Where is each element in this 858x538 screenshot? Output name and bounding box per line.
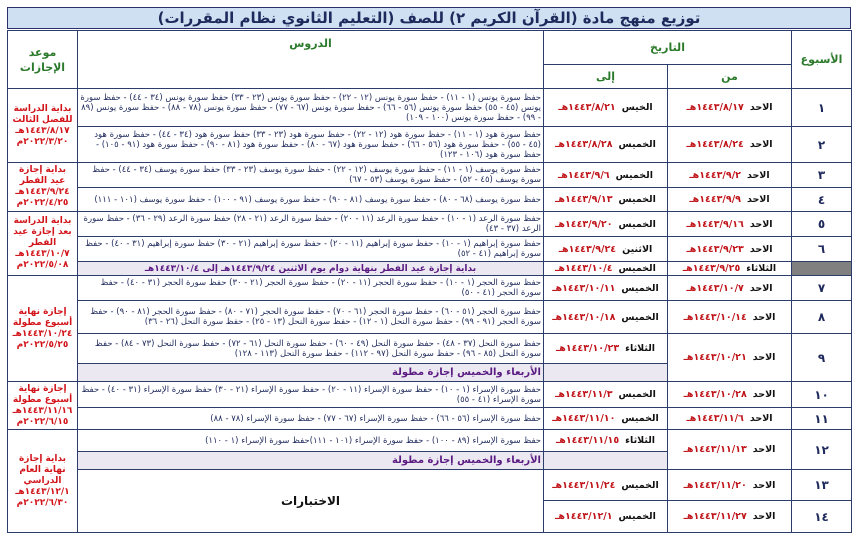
holiday-note: بداية الدراسة للفصل الثالث ١٤٤٣/٨/١٧هـ ٢٠٢٢/٣/٢٠م	[8, 89, 78, 163]
date-value: ١٤٤٣/١١/٣هـ	[555, 389, 613, 400]
to-date	[544, 163, 668, 188]
week-number: ٦	[792, 237, 852, 262]
to-date	[544, 470, 668, 501]
holiday-banner: الأربعاء والخميس إجازة مطولة	[78, 452, 544, 470]
lessons-cell: حفظ سورة الإسراء (٥٦ - ٦٦) - حفظ سورة الإسراء (٦٧ - ٧٧) - حفظ سورة الإسراء (٧٨ - ٨٨)	[78, 408, 544, 430]
to-date	[544, 501, 668, 533]
day-name: الاحد	[749, 218, 773, 230]
holiday-note: بداية الدراسة بعد إجازة عيد الفطر ١٤٤٣/١٠/٧هـ ٢٠٢٢/٥/٠٨م	[8, 212, 78, 276]
to-date	[544, 237, 668, 262]
date-value: ١٤٤٣/٨/٢١هـ	[558, 102, 616, 113]
week-header: الأسبوع	[792, 31, 852, 89]
day-name: الخميس	[618, 218, 656, 230]
day-name: الخميس	[621, 311, 659, 323]
week-number: ٣	[792, 163, 852, 188]
table-row	[8, 430, 852, 452]
holiday-note: إجازة نهاية أسبوع مطولة ١٤٤٣/١٠/٢٤هـ ٢٠٢٢/٥/٢٥م	[8, 276, 78, 382]
week-number: ٢	[792, 127, 852, 163]
week-number: ١٣	[792, 470, 852, 501]
lessons-cell: حفظ سورة الرعد (١ - ١٠) - حفظ سورة الرعد (١١ - ٢٠) - حفظ سورة الرعد (٢١ - ٢٨) حفظ سورة الرعد (٢٩ - ٣٦) - حفظ سورة الرعد (٣٧ - ٤٣)	[78, 212, 544, 237]
day-name: الخميس	[618, 139, 656, 150]
day-name: الخميس	[618, 511, 656, 522]
table-row	[8, 382, 852, 408]
week-number: ٧	[792, 276, 852, 301]
day-name: الخميس	[618, 389, 656, 400]
day-name: الخميس	[621, 282, 659, 294]
day-name: الاحد	[752, 311, 776, 323]
to-date	[544, 334, 668, 364]
day-name: الاحد	[749, 102, 773, 113]
week-number: ١	[792, 89, 852, 127]
header-row	[8, 31, 852, 65]
date-value: ١٤٤٣/١٠/٤هـ	[555, 263, 613, 274]
to-date	[544, 89, 668, 127]
lessons-cell: حفظ سورة يوسف (٦٨ - ٨٠) - حفظ سورة يوسف (٨١ - ٩٠) - حفظ سورة يوسف (٩١ - ١٠٠) - حفظ سورة يوسف (١٠١ - ١١١)	[78, 188, 544, 212]
day-name: الخميس	[615, 169, 653, 181]
day-name: الاحد	[752, 389, 776, 400]
from-date	[668, 163, 792, 188]
table-row	[8, 237, 852, 262]
lessons-cell: حفظ سورة الحجر (٥١ - ٦٠) - حفظ سورة الحجر (٦١ - ٧٠) - حفظ سورة الحجر (٧١ - ٨٠) - حفظ سورة الحجر (٨١ - ٩٠) - حفظ سورة الحجر (٩١ - ٩٩) - حفظ سورة النحل (١ - ١٢) - حفظ سورة النحل (١٣ - ٢٥) - حفظ سورة النحل (٢٦ - ٣٦)	[78, 301, 544, 334]
day-name: الاحد	[749, 139, 773, 150]
day-name: الثلاثاء	[746, 263, 777, 274]
to-date	[544, 382, 668, 408]
table-row	[8, 212, 852, 237]
date-value: ١٤٤٣/١٠/٧هـ	[686, 282, 744, 294]
date-value: ١٤٤٣/٨/٢٤هـ	[686, 139, 744, 150]
date-value: ١٤٤٣/١٠/١١هـ	[552, 282, 616, 294]
from-date	[668, 501, 792, 533]
table-row	[8, 188, 852, 212]
day-name: الاحد	[746, 169, 770, 181]
day-name: الاحد	[752, 479, 776, 491]
day-name: الاحد	[752, 352, 776, 363]
week-number: ٤	[792, 188, 852, 212]
day-name: الخميس	[618, 263, 656, 274]
holiday-note: إجازة نهاية أسبوع مطولة ١٤٤٣/١١/١٦هـ ٢٠٢٢/٦/١٥م	[8, 382, 78, 430]
from-date	[668, 237, 792, 262]
date-header: التاريخ	[544, 31, 792, 65]
lessons-cell: حفظ سورة الإسراء (٨٩ - ١٠٠) - حفظ سورة الإسراء (١٠١ - ١١١)حفظ سورة الإسراء (١ - ١١٠)	[78, 430, 544, 452]
lessons-cell: حفظ سورة الإسراء (١ - ١٠) - حفظ سورة الإسراء (١١ - ٢٠) - حفظ سورة الإسراء (٢١ - ٣٠) حفظ سورة الإسراء (٣١ - ٤٠) - حفظ سورة الإسراء (٤١ - ٥٥)	[78, 382, 544, 408]
date-value: ١٤٤٣/١٠/٢٣هـ	[555, 343, 620, 354]
day-name: الاحد	[752, 511, 776, 522]
date-value: ١٤٤٣/١١/٢٤هـ	[552, 479, 616, 491]
lessons-cell: حفظ سورة يونس (١ - ١١) - حفظ سورة يونس (١٢ - ٢٢) - حفظ سورة يونس (٢٣ - ٣٣) حفظ سورة يونس (٣٤ - ٤٤) - حفظ سورة يونس (٤٥ - ٥٥) حفظ سورة يونس (٥٦ - ٦٦) - حفظ سورة يونس (٦٧ - ٧٧) - حفظ سورة يونس (٧٨ - ٨٨) - حفظ سورة يونس (٨٩ - ٩٩) - حفظ سورة يونس (١٠٠ - ١٠٩)	[78, 89, 544, 127]
week-number: ١٠	[792, 382, 852, 408]
date-value: ١٤٤٣/٩/٢٣هـ	[686, 243, 744, 255]
date-value: ١٤٤٣/١١/١٥هـ	[555, 435, 620, 446]
schedule-table	[7, 30, 852, 533]
holiday-note: بداية إجازة نهاية العام الدراسي ١٤٤٣/١٢/١هـ ٢٠٢٢/٦/٣٠م	[8, 430, 78, 533]
table-row	[8, 276, 852, 301]
from-date	[668, 262, 792, 276]
day-name: الاحد	[749, 282, 773, 294]
lessons-cell: حفظ سورة إبراهيم (١ - ١٠) - حفظ سورة إبراهيم (١١ - ٢٠) - حفظ سورة إبراهيم (٢١ - ٣٠) حفظ سورة إبراهيم (٣١ - ٤٠) - حفظ سورة إبراهيم (٤١ - ٥٢)	[78, 237, 544, 262]
from-date	[668, 188, 792, 212]
date-value: ١٤٤٣/١٠/١٤هـ	[683, 311, 747, 323]
date-value: ١٤٤٣/٩/٢٥هـ	[682, 263, 741, 274]
day-name: الاحد	[746, 194, 770, 205]
holiday-note: بداية إجازة عيد الفطر ١٤٤٣/٩/٢٤هـ ٢٠٢٢/٤/٢٥م	[8, 163, 78, 212]
date-value: ١٤٤٣/١١/١٠هـ	[552, 413, 616, 424]
date-value: ١٤٤٣/١١/١٣هـ	[683, 444, 747, 455]
table-row	[8, 89, 852, 127]
holiday-banner: بداية إجازة عيد الفطر بنهاية دوام يوم الاثنين ١٤٤٣/٩/٢٤هـ إلى ١٤٤٣/١٠/٤هـ	[78, 262, 544, 276]
date-value: ١٤٤٣/١١/٢٧هـ	[683, 511, 747, 522]
day-name: الاثنين	[622, 243, 653, 255]
day-name: الاحد	[752, 444, 776, 455]
date-value: ١٤٤٣/٩/٩هـ	[689, 194, 741, 205]
table-row	[8, 127, 852, 163]
date-value: ١٤٤٣/٩/١٣هـ	[555, 194, 613, 205]
to-date	[544, 127, 668, 163]
to-date	[544, 262, 668, 276]
day-name: الخميس	[621, 413, 659, 424]
date-value: ١٤٤٣/٨/٢٨هـ	[555, 139, 613, 150]
lessons-cell: حفظ سورة النحل (٣٧ - ٤٨) - حفظ سورة النحل (٤٩ - ٦٠) - حفظ سورة النحل (٦١ - ٧٢) - حفظ سورة النحل (٧٣ - ٨٤) - حفظ سورة النحل (٨٥ - ٩٦) - حفظ سورة النحل (٩٧ - ١١٢) - حفظ سورة النحل (١١٣ - ١٢٨)	[78, 334, 544, 364]
to-header: إلى	[544, 65, 668, 89]
lessons-cell: حفظ سورة هود (١ - ١١) - حفظ سورة هود (١٢ - ٢٢) - حفظ سورة هود (٢٣ - ٣٣) حفظ سورة هود (٣٤ - ٤٤) - حفظ سورة هود (٤٥ - ٥٥) - حفظ سورة هود (٥٦ - ٦٦) - حفظ سورة هود (٦٧ - ٨٠) - حفظ سورة هود (٨١ - ٩٠) - حفظ سورة هود (٩١ - ١٠٥) - حفظ سورة هود (١٠٦ - ١٢٣)	[78, 127, 544, 163]
to-date	[544, 212, 668, 237]
day-name: الخميس	[621, 479, 659, 491]
holidays-header: موعد الإجازات	[8, 31, 78, 89]
date-value: ١٤٤٣/٩/٢٠هـ	[555, 218, 613, 230]
to-date	[544, 276, 668, 301]
week-number: ٩	[792, 334, 852, 382]
day-name: الخيس	[621, 102, 653, 113]
to-date	[544, 301, 668, 334]
to-date	[544, 364, 668, 382]
table-row	[8, 262, 852, 276]
from-date	[668, 334, 792, 382]
date-value: ١٤٤٣/١٠/٢١هـ	[683, 352, 747, 363]
date-value: ١٤٤٣/١١/٢٠هـ	[683, 479, 747, 491]
from-date	[668, 382, 792, 408]
to-date	[544, 188, 668, 212]
date-value: ١٤٤٣/١٠/١٨هـ	[552, 311, 616, 323]
from-date	[668, 430, 792, 470]
day-name: الاحد	[749, 243, 773, 255]
from-date	[668, 127, 792, 163]
date-value: ١٤٤٣/٩/٦هـ	[558, 169, 610, 181]
date-value: ١٤٤٣/١٢/١هـ	[555, 511, 613, 522]
exams-cell: الاختبارات	[78, 470, 544, 533]
day-name: الخميس	[618, 194, 656, 205]
day-name: الثلاثاء	[625, 435, 656, 446]
week-number	[792, 262, 852, 276]
from-date	[668, 89, 792, 127]
to-date	[544, 430, 668, 452]
lessons-header: الدروس	[78, 31, 544, 89]
from-date	[668, 408, 792, 430]
lessons-cell: حفظ سورة الحجر (١ - ١٠) - حفظ سورة الحجر (١١ - ٢٠) - حفظ سورة الحجر (٢١ - ٣٠) حفظ سورة الحجر (٣١ - ٤٠) - حفظ سورة الحجر (٤١ - ٥٠)	[78, 276, 544, 301]
table-row	[8, 163, 852, 188]
day-name: الاحد	[749, 413, 773, 424]
date-value: ١٤٤٣/٩/٢٤هـ	[558, 243, 617, 255]
lessons-cell: حفظ سورة يوسف (١ - ١١) - حفظ سورة يوسف (١٢ - ٢٢) - حفظ سورة يوسف (٢٣ - ٣٣) حفظ سورة يوسف (٣٤ - ٤٤) - حفظ سورة يوسف (٤٥ - ٥٢) - حفظ سورة يوسف (٥٣ - ٦٧)	[78, 163, 544, 188]
date-value: ١٤٤٣/١٠/٢٨هـ	[683, 389, 747, 400]
week-number: ٥	[792, 212, 852, 237]
week-number: ١٢	[792, 430, 852, 470]
table-row	[8, 408, 852, 430]
date-value: ١٤٤٣/١١/٦هـ	[686, 413, 744, 424]
week-number: ٨	[792, 301, 852, 334]
to-date	[544, 408, 668, 430]
week-number: ١٤	[792, 501, 852, 533]
week-number: ١١	[792, 408, 852, 430]
from-date	[668, 301, 792, 334]
to-date	[544, 452, 668, 470]
day-name: الثلاثاء	[625, 343, 656, 354]
page-title: توزيع منهج مادة (القرآن الكريم ٢) للصف (التعليم الثانوي نظام المقررات)	[7, 7, 851, 29]
date-value: ١٤٤٣/٩/١٦هـ	[686, 218, 744, 230]
table-row	[8, 470, 852, 501]
table-row	[8, 334, 852, 364]
date-value: ١٤٤٣/٨/١٧هـ	[686, 102, 744, 113]
date-value: ١٤٤٣/٩/٢هـ	[689, 169, 741, 181]
table-row	[8, 301, 852, 334]
from-header: من	[668, 65, 792, 89]
holiday-banner: الأربعاء والخميس إجازة مطولة	[78, 364, 544, 382]
from-date	[668, 212, 792, 237]
from-date	[668, 470, 792, 501]
from-date	[668, 276, 792, 301]
